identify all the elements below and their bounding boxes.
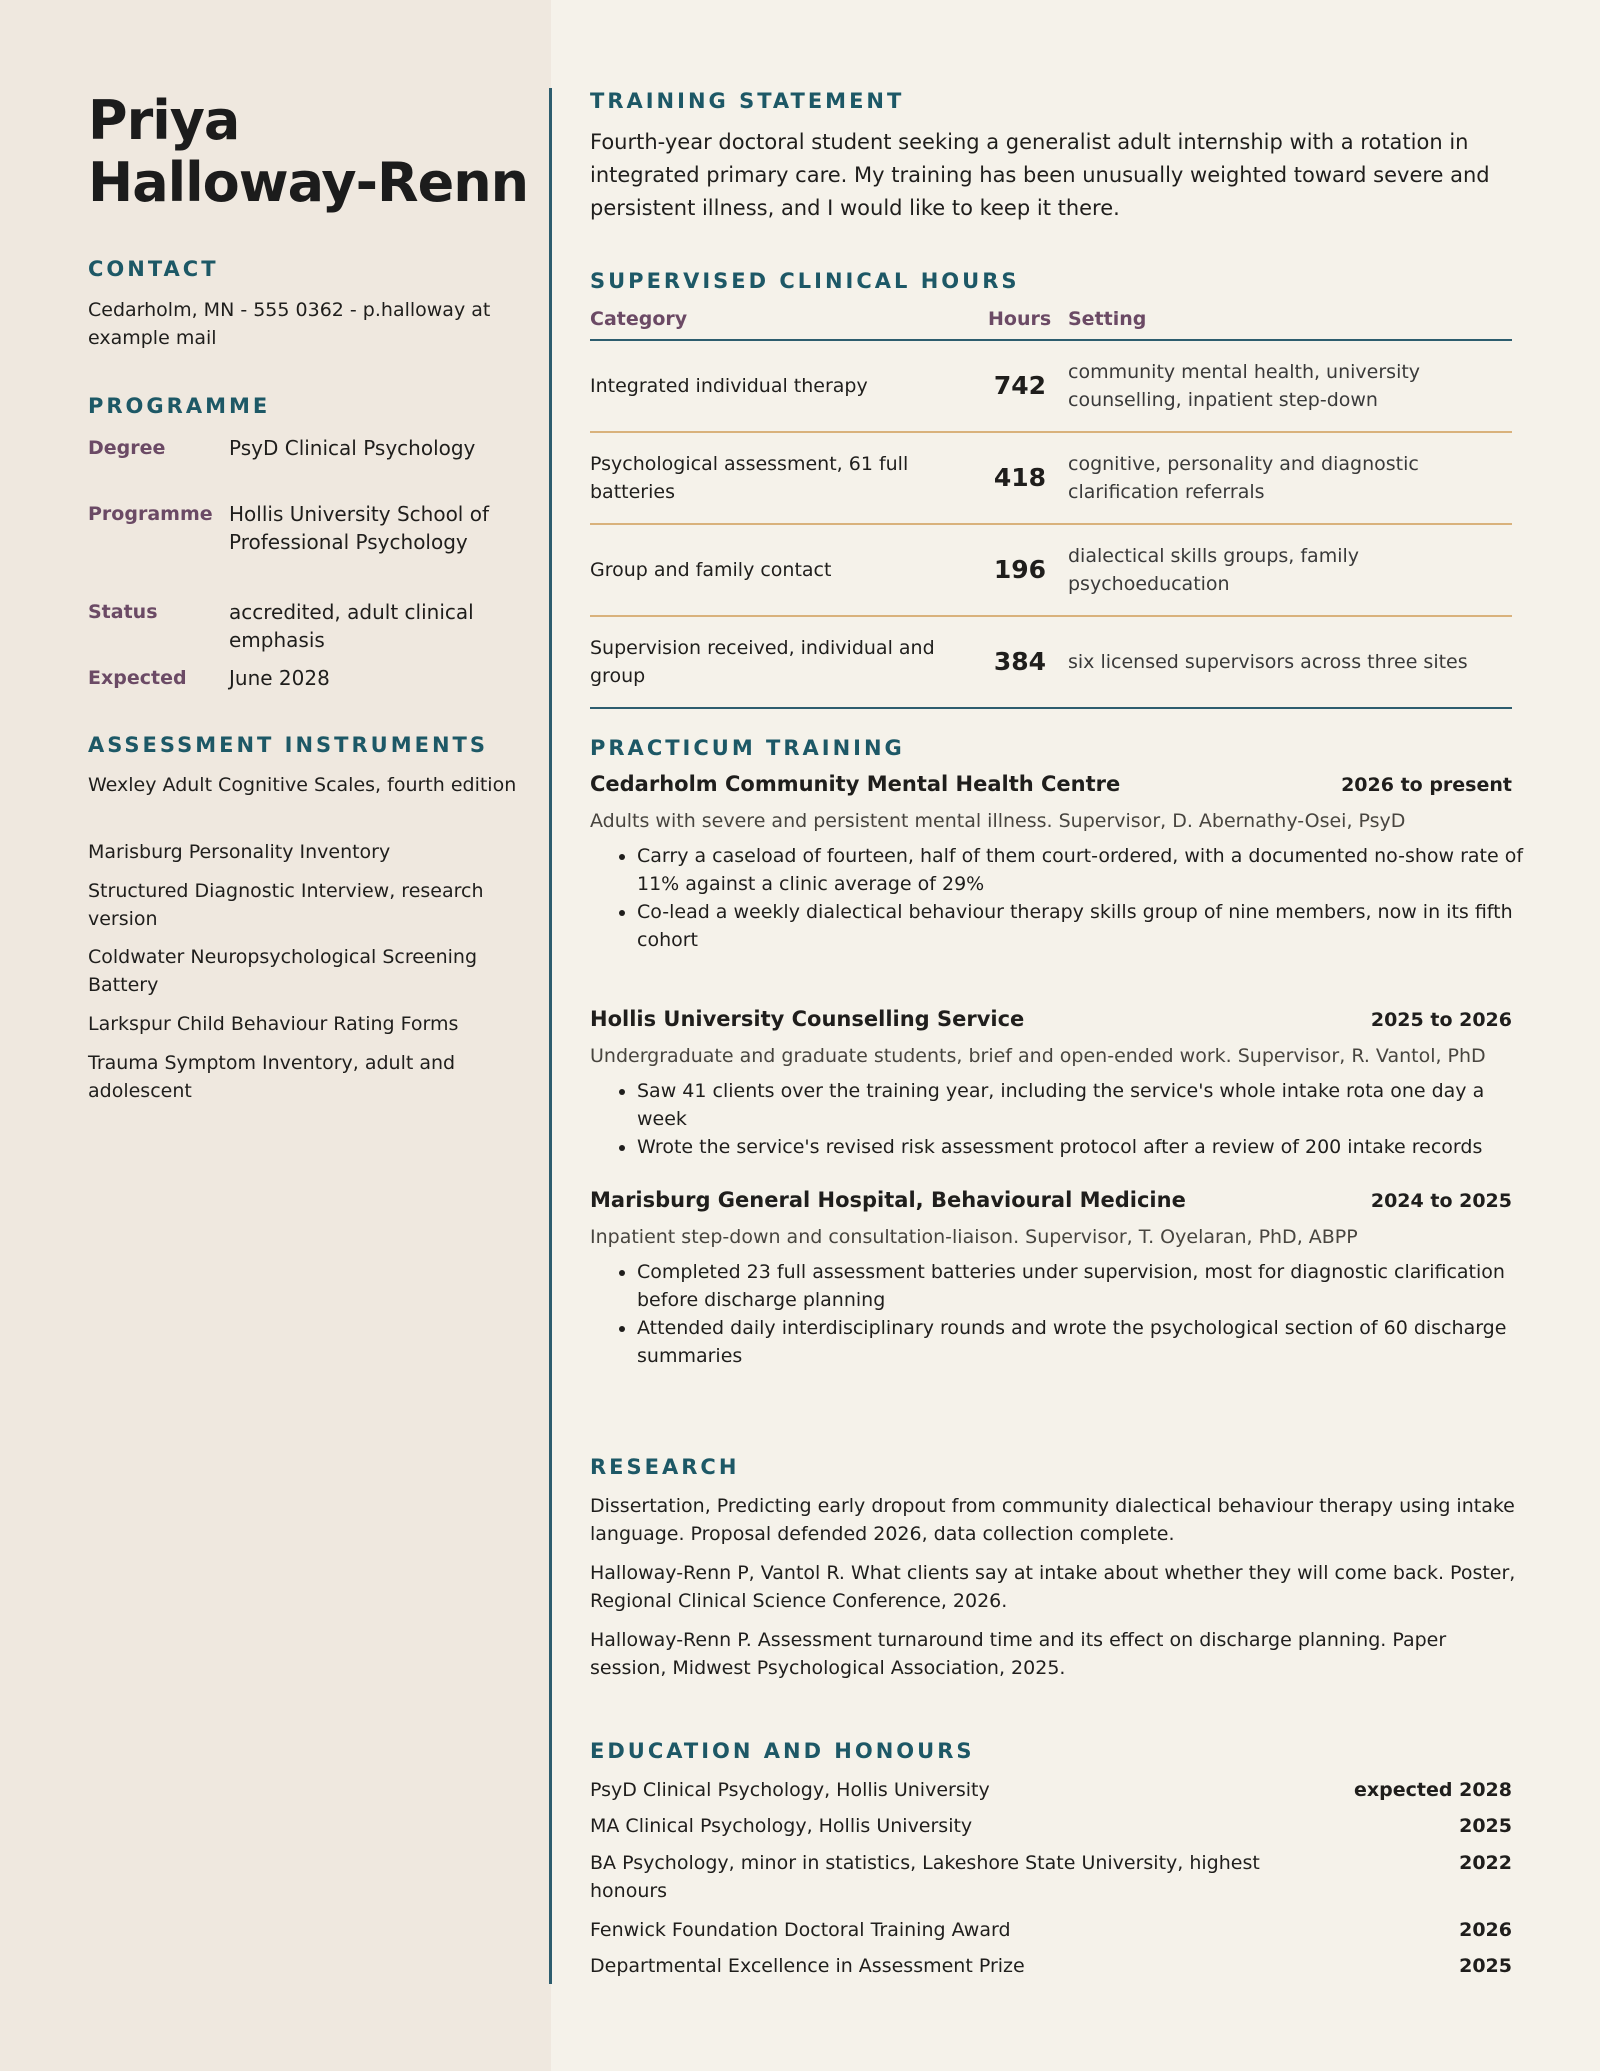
sidebar (0, 0, 551, 2071)
candidate-name (88, 90, 528, 214)
column-divider (549, 88, 552, 1984)
instrument-item: Larkspur Child Behaviour Rating Forms (88, 1013, 459, 1035)
education-title: MA Clinical Psychology, Hollis University (590, 1815, 973, 1837)
programme-label: Degree (88, 437, 166, 459)
hours-setting: dialectical skills groups, family psychoeducation (1068, 545, 1360, 595)
practicum-description: Inpatient step-down and consultation-liaison. Supervisor, T. Oyelaran, PhD, ABPP (590, 1226, 1358, 1248)
bullet-item: • Saw 41 clients over the training year, including the service's whole intake rota one day a week (637, 1077, 1530, 1133)
practicum-bullets (590, 1077, 1530, 1161)
practicum-entry (590, 772, 1530, 954)
programme-value: June 2028 (229, 666, 330, 690)
practicum-entry-header (590, 1007, 1512, 1037)
hours-setting: six licensed supervisors across three sites (1068, 651, 1468, 673)
research-item: Halloway-Renn P. Assessment turnaround time and its effect on discharge planning. Paper session, Midwest Psychological Association, 2025. (590, 1629, 1447, 1679)
practicum-site: Cedarholm Community Mental Health Centre (590, 772, 1121, 796)
table-row (590, 433, 1512, 525)
programme-row (88, 500, 528, 556)
bullet-item: • Carry a caseload of fourteen, half of them court-ordered, with a documented no-show rate of 11% against a clinic average of 29% (637, 842, 1530, 898)
statement-text: Fourth-year doctoral student seeking a generalist adult internship with a rotation in integrated primary care. My training has been unusually weighted toward severe and persistent illness, and I would like to keep it there. (590, 130, 1490, 220)
hours-setting: cognitive, personality and diagnostic clarification referrals (1068, 453, 1419, 503)
practicum-bullets (590, 1258, 1530, 1370)
hours-value: 384 (993, 647, 1046, 676)
instrument-item: Structured Diagnostic Interview, research version (88, 880, 484, 930)
bullet-item: • Completed 23 full assessment batteries under supervision, most for diagnostic clarification before discharge planning (637, 1258, 1530, 1314)
programme-row (88, 434, 528, 462)
practicum-entry-header (590, 772, 1512, 802)
contact-text: Cedarholm, MN - 555 0362 - p.halloway at example mail (88, 299, 491, 349)
table-header (590, 306, 1512, 341)
instrument-item: Wexley Adult Cognitive Scales, fourth edition (88, 774, 517, 796)
hours-value: 196 (993, 555, 1046, 584)
education-year: 2026 (1459, 1919, 1512, 1941)
education-item (590, 1812, 1512, 1840)
column-header-hours: Hours (988, 308, 1052, 330)
research-item: Halloway-Renn P, Vantol R. What clients say at intake about whether they will come back. Poster, Regional Clinical Science Conference, 2026. (590, 1562, 1516, 1612)
education-item (590, 1776, 1512, 1804)
research-heading: RESEARCH (590, 1455, 740, 1479)
hours-category: Group and family contact (590, 559, 832, 581)
education-title: BA Psychology, minor in statistics, Lakeshore State University, highest honours (590, 1852, 1260, 1902)
practicum-entry-header (590, 1188, 1512, 1218)
education-year: 2025 (1459, 1955, 1512, 1977)
programme-row (88, 598, 528, 654)
practicum-bullets (590, 842, 1530, 954)
programme-label: Expected (88, 667, 187, 689)
instruments-heading: ASSESSMENT INSTRUMENTS (88, 733, 488, 757)
column-header-setting: Setting (1068, 308, 1147, 330)
education-title: Fenwick Foundation Doctoral Training Award (590, 1919, 1011, 1941)
practicum-entry (590, 1007, 1530, 1161)
contact-heading: CONTACT (88, 257, 219, 281)
first-name: Priya (88, 89, 240, 152)
hours-category: Integrated individual therapy (590, 375, 868, 397)
instrument-item: Coldwater Neuropsychological Screening Battery (88, 946, 478, 996)
practicum-dates: 2024 to 2025 (1370, 1190, 1512, 1212)
table-row (590, 525, 1512, 617)
programme-row (88, 664, 528, 692)
education-year: expected 2028 (1354, 1779, 1512, 1801)
programme-label: Status (88, 601, 158, 623)
education-title: PsyD Clinical Psychology, Hollis University (590, 1779, 990, 1801)
bullet-item: • Co-lead a weekly dialectical behaviour therapy skills group of nine members, now in its fifth cohort (637, 898, 1530, 954)
column-header-category: Category (590, 308, 688, 330)
programme-value: PsyD Clinical Psychology (229, 436, 476, 460)
hours-value: 418 (993, 463, 1046, 492)
last-name: Halloway-Renn (88, 151, 529, 214)
practicum-heading: PRACTICUM TRAINING (590, 736, 905, 760)
practicum-dates: 2025 to 2026 (1370, 1009, 1512, 1031)
education-item (590, 1849, 1512, 1905)
hours-table (590, 306, 1512, 709)
practicum-dates: 2026 to present (1341, 774, 1512, 796)
statement-heading: TRAINING STATEMENT (590, 89, 905, 113)
programme-value: accredited, adult clinical emphasis (229, 600, 474, 652)
bullet-item: • Attended daily interdisciplinary rounds and wrote the psychological section of 60 discharge summaries (637, 1314, 1530, 1370)
table-row (590, 341, 1512, 433)
hours-heading: SUPERVISED CLINICAL HOURS (590, 269, 1020, 293)
bullet-item: • Wrote the service's revised risk assessment protocol after a review of 200 intake records (637, 1133, 1530, 1161)
education-title: Departmental Excellence in Assessment Prize (590, 1955, 1025, 1977)
education-year: 2025 (1459, 1815, 1512, 1837)
education-year: 2022 (1459, 1852, 1512, 1874)
programme-heading: PROGRAMME (88, 394, 271, 418)
instrument-item: Trauma Symptom Inventory, adult and adolescent (88, 1052, 456, 1102)
practicum-site: Marisburg General Hospital, Behavioural Medicine (590, 1188, 1186, 1212)
hours-category: Psychological assessment, 61 full batteries (590, 453, 909, 503)
instrument-item: Marisburg Personality Inventory (88, 841, 391, 863)
education-item (590, 1916, 1512, 1944)
hours-setting: community mental health, university counselling, inpatient step-down (1068, 361, 1421, 411)
table-row (590, 617, 1512, 709)
practicum-description: Adults with severe and persistent mental illness. Supervisor, D. Abernathy-Osei, PsyD (590, 810, 1406, 832)
research-item: Dissertation, Predicting early dropout from community dialectical behaviour therapy using intake language. Proposal defended 2026, data collection complete. (590, 1495, 1515, 1545)
practicum-description: Undergraduate and graduate students, brief and open-ended work. Supervisor, R. Vantol, PhD (590, 1045, 1486, 1067)
programme-label: Programme (88, 503, 213, 525)
hours-value: 742 (993, 371, 1046, 400)
education-item (590, 1952, 1512, 1980)
practicum-entry (590, 1188, 1530, 1370)
practicum-site: Hollis University Counselling Service (590, 1007, 1025, 1031)
education-heading: EDUCATION AND HONOURS (590, 1739, 975, 1763)
hours-category: Supervision received, individual and group (590, 637, 935, 687)
programme-value: Hollis University School of Professional Psychology (229, 502, 489, 554)
